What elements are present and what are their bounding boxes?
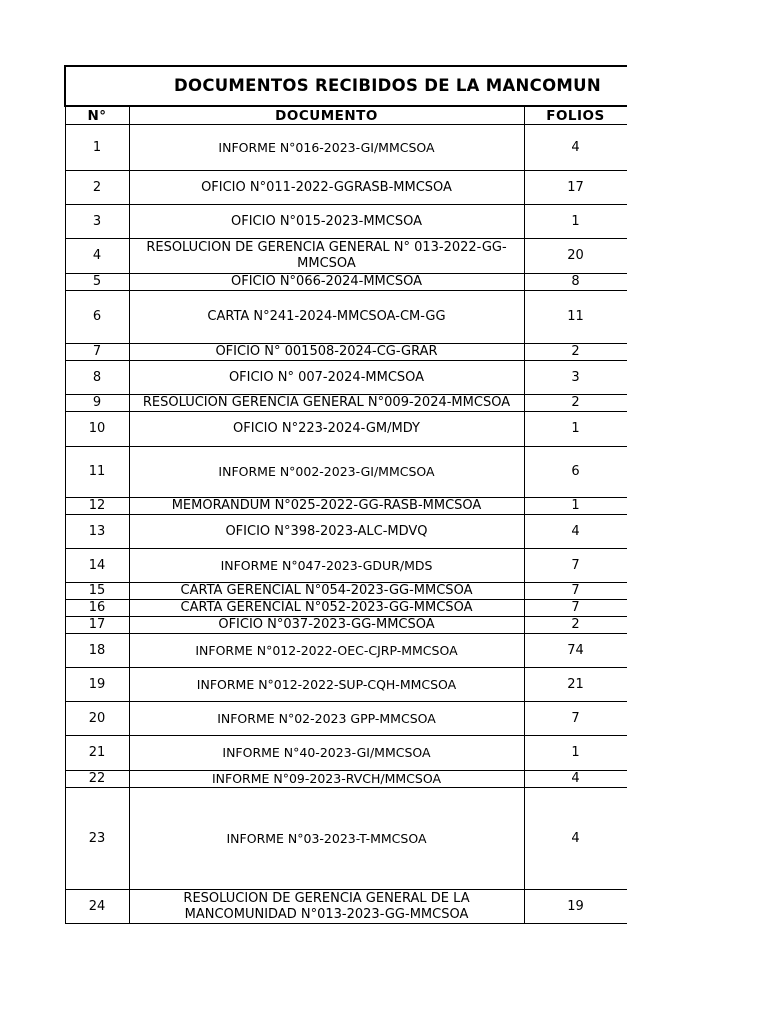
row-document: OFICIO N°015-2023-MMCSOA (129, 205, 524, 239)
spreadsheet (64, 65, 627, 924)
table-row (65, 736, 627, 771)
table-row (65, 361, 627, 395)
row-document: INFORME N°047-2023-GDUR/MDS (129, 549, 524, 583)
row-number: 22 (65, 771, 129, 788)
row-number: 8 (65, 361, 129, 395)
table-row (65, 515, 627, 549)
row-number: 21 (65, 736, 129, 771)
table-row (65, 549, 627, 583)
table-row (65, 412, 627, 447)
table-row (65, 617, 627, 634)
table-row (65, 634, 627, 668)
row-number: 3 (65, 205, 129, 239)
row-number: 16 (65, 600, 129, 617)
row-folios: 4 (524, 771, 627, 788)
row-folios: 7 (524, 702, 627, 736)
row-number: 12 (65, 498, 129, 515)
row-number: 11 (65, 447, 129, 498)
table-row (65, 498, 627, 515)
table-row (65, 600, 627, 617)
table-row (65, 205, 627, 239)
row-number: 9 (65, 395, 129, 412)
row-folios: 7 (524, 600, 627, 617)
row-document: INFORME N°09-2023-RVCH/MMCSOA (129, 771, 524, 788)
row-number: 19 (65, 668, 129, 702)
row-folios: 1 (524, 205, 627, 239)
row-folios: 2 (524, 617, 627, 634)
row-document: OFICIO N° 001508-2024-CG-GRAR (129, 344, 524, 361)
row-number: 7 (65, 344, 129, 361)
row-number: 23 (65, 788, 129, 890)
row-folios: 17 (524, 171, 627, 205)
row-folios: 8 (524, 274, 627, 291)
row-folios: 19 (524, 890, 627, 924)
row-number: 10 (65, 412, 129, 447)
row-document: OFICIO N°223-2024-GM/MDY (129, 412, 524, 447)
row-number: 20 (65, 702, 129, 736)
row-document: RESOLUCION GERENCIA GENERAL N°009-2024-MMCSOA (129, 395, 524, 412)
row-folios: 2 (524, 395, 627, 412)
row-folios: 1 (524, 498, 627, 515)
header-num: N° (65, 106, 129, 125)
row-number: 1 (65, 125, 129, 171)
row-folios: 1 (524, 736, 627, 771)
table-row (65, 344, 627, 361)
row-number: 14 (65, 549, 129, 583)
documents-table (64, 65, 627, 924)
row-document: INFORME N°002-2023-GI/MMCSOA (129, 447, 524, 498)
row-number: 17 (65, 617, 129, 634)
table-row (65, 274, 627, 291)
row-document: OFICIO N°398-2023-ALC-MDVQ (129, 515, 524, 549)
row-document: CARTA N°241-2024-MMCSOA-CM-GG (129, 291, 524, 344)
row-document: CARTA GERENCIAL N°054-2023-GG-MMCSOA (129, 583, 524, 600)
row-document: CARTA GERENCIAL N°052-2023-GG-MMCSOA (129, 600, 524, 617)
header-documento: DOCUMENTO (129, 106, 524, 125)
table-row (65, 395, 627, 412)
table-row (65, 771, 627, 788)
row-document: OFICIO N°011-2022-GGRASB-MMCSOA (129, 171, 524, 205)
row-folios: 2 (524, 344, 627, 361)
table-row (65, 291, 627, 344)
row-document: INFORME N°012-2022-OEC-CJRP-MMCSOA (129, 634, 524, 668)
row-folios: 4 (524, 788, 627, 890)
row-document: INFORME N°40-2023-GI/MMCSOA (129, 736, 524, 771)
table-title: DOCUMENTOS RECIBIDOS DE LA MANCOMUN (65, 66, 627, 106)
table-row (65, 171, 627, 205)
row-number: 13 (65, 515, 129, 549)
row-document: OFICIO N° 007-2024-MMCSOA (129, 361, 524, 395)
row-number: 4 (65, 239, 129, 274)
row-document: OFICIO N°037-2023-GG-MMCSOA (129, 617, 524, 634)
table-row (65, 668, 627, 702)
row-number: 18 (65, 634, 129, 668)
table-row (65, 788, 627, 890)
row-folios: 74 (524, 634, 627, 668)
table-row (65, 447, 627, 498)
row-number: 5 (65, 274, 129, 291)
row-number: 24 (65, 890, 129, 924)
row-number: 15 (65, 583, 129, 600)
table-row (65, 702, 627, 736)
row-folios: 21 (524, 668, 627, 702)
row-folios: 4 (524, 515, 627, 549)
table-row (65, 583, 627, 600)
row-document: INFORME N°02-2023 GPP-MMCSOA (129, 702, 524, 736)
row-folios: 20 (524, 239, 627, 274)
row-document: MEMORANDUM N°025-2022-GG-RASB-MMCSOA (129, 498, 524, 515)
row-folios: 11 (524, 291, 627, 344)
row-folios: 3 (524, 361, 627, 395)
table-row (65, 890, 627, 924)
row-document: INFORME N°03-2023-T-MMCSOA (129, 788, 524, 890)
row-document: INFORME N°016-2023-GI/MMCSOA (129, 125, 524, 171)
row-number: 2 (65, 171, 129, 205)
row-folios: 1 (524, 412, 627, 447)
row-number: 6 (65, 291, 129, 344)
row-folios: 7 (524, 583, 627, 600)
row-folios: 6 (524, 447, 627, 498)
row-document: RESOLUCION DE GERENCIA GENERAL DE LA MANCOMUNIDAD N°013-2023-GG-MMCSOA (129, 890, 524, 924)
row-document: OFICIO N°066-2024-MMCSOA (129, 274, 524, 291)
header-folios: FOLIOS (524, 106, 627, 125)
row-document: INFORME N°012-2022-SUP-CQH-MMCSOA (129, 668, 524, 702)
row-folios: 7 (524, 549, 627, 583)
table-row (65, 239, 627, 274)
row-document: RESOLUCION DE GERENCIA GENERAL N° 013-2022-GG-MMCSOA (129, 239, 524, 274)
row-folios: 4 (524, 125, 627, 171)
table-row (65, 125, 627, 171)
